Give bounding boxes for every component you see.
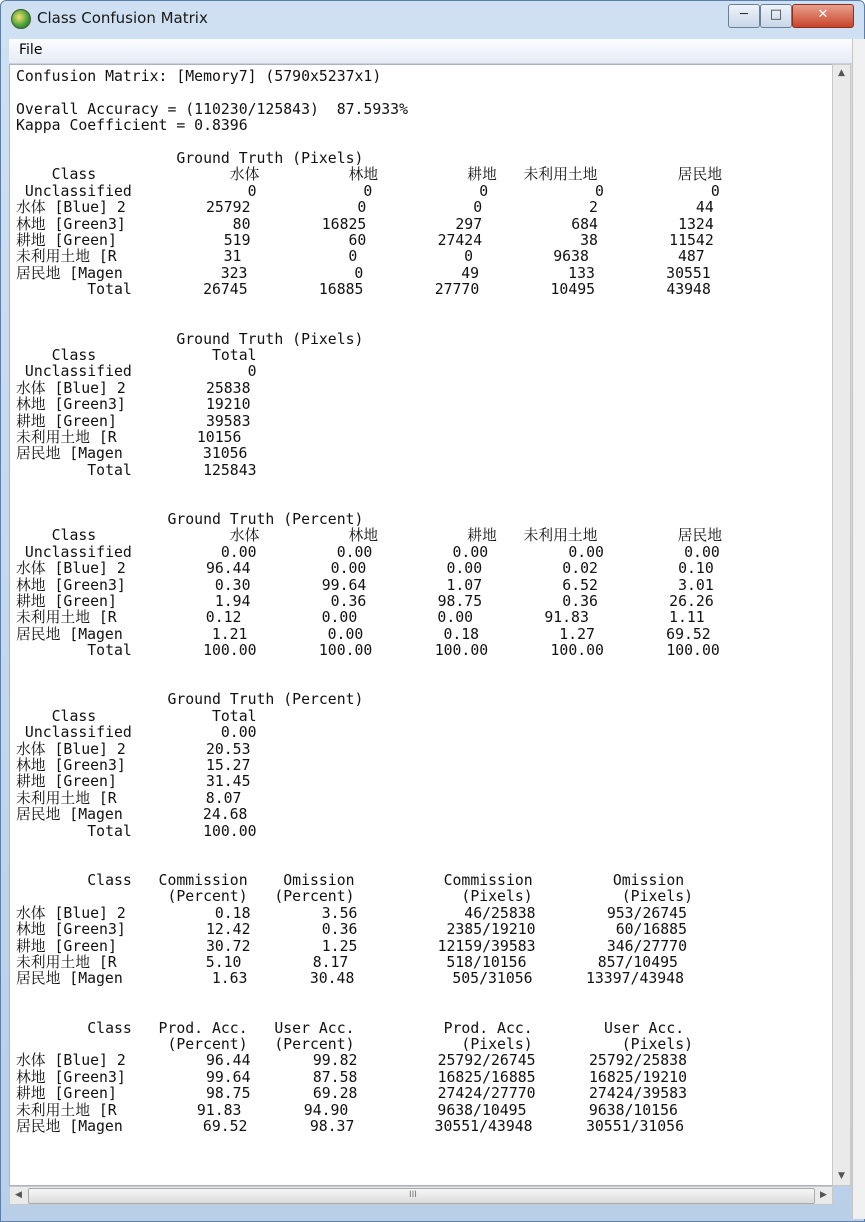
report-line: 水体 [Blue] 2 25792 0 0 2 44 <box>16 199 714 217</box>
report-line: 水体 [Blue] 2 96.44 0.00 0.00 0.02 0.10 <box>16 560 714 578</box>
report-line: 居民地 [Magen 323 0 49 133 30551 <box>16 264 711 282</box>
report-line: 耕地 [Green] 31.45 <box>16 773 251 791</box>
report-line: 耕地 [Green] 98.75 69.28 27424/27770 27424/39583 <box>16 1085 688 1103</box>
report-line: 居民地 [Magen 1.21 0.00 0.18 1.27 69.52 <box>16 625 711 643</box>
report-line: 居民地 [Magen 1.63 30.48 505/31056 13397/43948 <box>16 970 684 988</box>
report-line: 未利用土地 [R 10156 <box>16 428 242 446</box>
report-line: Unclassified 0.00 0.00 0.00 0.00 0.00 <box>16 543 720 561</box>
report-line: 未利用土地 [R 31 0 0 9638 487 <box>16 248 705 266</box>
report-line: 居民地 [Magen 69.52 98.37 30551/43948 30551/31056 <box>16 1118 684 1135</box>
confusion-matrix-report <box>10 65 832 1135</box>
report-line: 林地 [Green3] 99.64 87.58 16825/16885 16825/19210 <box>16 1068 688 1086</box>
report-line: 耕地 [Green] 519 60 27424 38 11542 <box>16 232 714 250</box>
report-line: 未利用土地 [R 0.12 0.00 0.00 91.83 1.11 <box>16 609 705 627</box>
report-line: (Percent) (Percent) (Pixels) (Pixels) <box>16 888 694 906</box>
report-line: Class Commission Omission Commission Omission <box>16 871 685 889</box>
menu-file[interactable]: File <box>19 42 43 58</box>
horizontal-scrollbar[interactable] <box>9 1186 833 1205</box>
report-line: Kappa Coefficient = 0.8396 <box>16 117 248 135</box>
report-line: Ground Truth (Pixels) <box>16 150 364 168</box>
report-line: 水体 [Blue] 2 20.53 <box>16 740 251 758</box>
envi-app-icon <box>11 9 31 29</box>
report-line: Unclassified 0.00 <box>16 724 257 742</box>
scroll-left-icon[interactable]: ◀ <box>15 1190 22 1200</box>
title-bar[interactable] <box>1 1 864 37</box>
grip-icon: III <box>409 1190 417 1200</box>
report-line: Ground Truth (Percent) <box>16 510 364 528</box>
report-line: Confusion Matrix: [Memory7] (5790x5237x1) <box>16 68 382 85</box>
report-line: Total 100.00 100.00 100.00 100.00 100.00 <box>16 642 720 660</box>
report-line: 林地 [Green3] 0.30 99.64 1.07 6.52 3.01 <box>16 576 714 594</box>
report-line: 未利用土地 [R 5.10 8.17 518/10156 857/10495 <box>16 953 678 971</box>
vertical-scrollbar[interactable] <box>832 64 851 1186</box>
report-line: 耕地 [Green] 39583 <box>16 412 251 430</box>
report-line: Class Total <box>16 707 257 725</box>
report-line: 耕地 [Green] 1.94 0.36 98.75 0.36 26.26 <box>16 593 714 610</box>
report-line: 林地 [Green3] 15.27 <box>16 757 251 775</box>
report-line: Overall Accuracy = (110230/125843) 87.5933% <box>16 100 408 118</box>
report-line: Total 100.00 <box>16 822 257 840</box>
report-line: Ground Truth (Pixels) <box>16 330 364 348</box>
outer-scrollbar[interactable] <box>852 39 865 1219</box>
report-line: 水体 [Blue] 2 96.44 99.82 25792/26745 25792/25838 <box>16 1052 688 1070</box>
report-line: Unclassified 0 <box>16 363 257 381</box>
report-line: Class Total <box>16 346 257 364</box>
report-line: Total 26745 16885 27770 10495 43948 <box>16 281 711 299</box>
report-line: 水体 [Blue] 2 0.18 3.56 46/25838 953/26745 <box>16 904 688 922</box>
horizontal-scroll-thumb[interactable] <box>28 1188 815 1204</box>
report-line: 未利用土地 [R 91.83 94.90 9638/10495 9638/10156 <box>16 1101 678 1119</box>
report-line: 林地 [Green3] 19210 <box>16 396 251 414</box>
report-line: Class Prod. Acc. User Acc. Prod. Acc. User Acc. <box>16 1019 685 1037</box>
report-line: Class 水体 林地 耕地 未利用土地 居民地 <box>16 166 723 184</box>
report-line: Unclassified 0 0 0 0 0 <box>16 182 720 200</box>
scroll-down-icon[interactable]: ▼ <box>838 1171 845 1181</box>
report-line: 居民地 [Magen 24.68 <box>16 806 248 824</box>
report-line: (Percent) (Percent) (Pixels) (Pixels) <box>16 1035 694 1053</box>
report-line: 林地 [Green3] 12.42 0.36 2385/19210 60/16885 <box>16 921 688 939</box>
report-text-area[interactable] <box>9 64 833 1186</box>
report-line: 居民地 [Magen 31056 <box>16 445 248 463</box>
window-title: Class Confusion Matrix <box>37 9 208 27</box>
report-line: Ground Truth (Percent) <box>16 691 364 709</box>
close-button[interactable]: ✕ <box>792 4 854 28</box>
report-line: 林地 [Green3] 80 16825 297 684 1324 <box>16 215 714 233</box>
report-line: 未利用土地 [R 8.07 <box>16 789 242 807</box>
maximize-button[interactable]: □ <box>760 4 792 28</box>
scroll-right-icon[interactable]: ▶ <box>820 1190 827 1200</box>
report-line: Total 125843 <box>16 461 257 479</box>
menu-bar <box>9 39 857 64</box>
scroll-up-icon[interactable]: ▲ <box>838 68 845 78</box>
report-line: 耕地 [Green] 30.72 1.25 12159/39583 346/27770 <box>16 937 688 955</box>
minimize-button[interactable]: ─ <box>728 4 760 28</box>
report-line: Class 水体 林地 耕地 未利用土地 居民地 <box>16 527 723 545</box>
report-line: 水体 [Blue] 2 25838 <box>16 379 251 397</box>
